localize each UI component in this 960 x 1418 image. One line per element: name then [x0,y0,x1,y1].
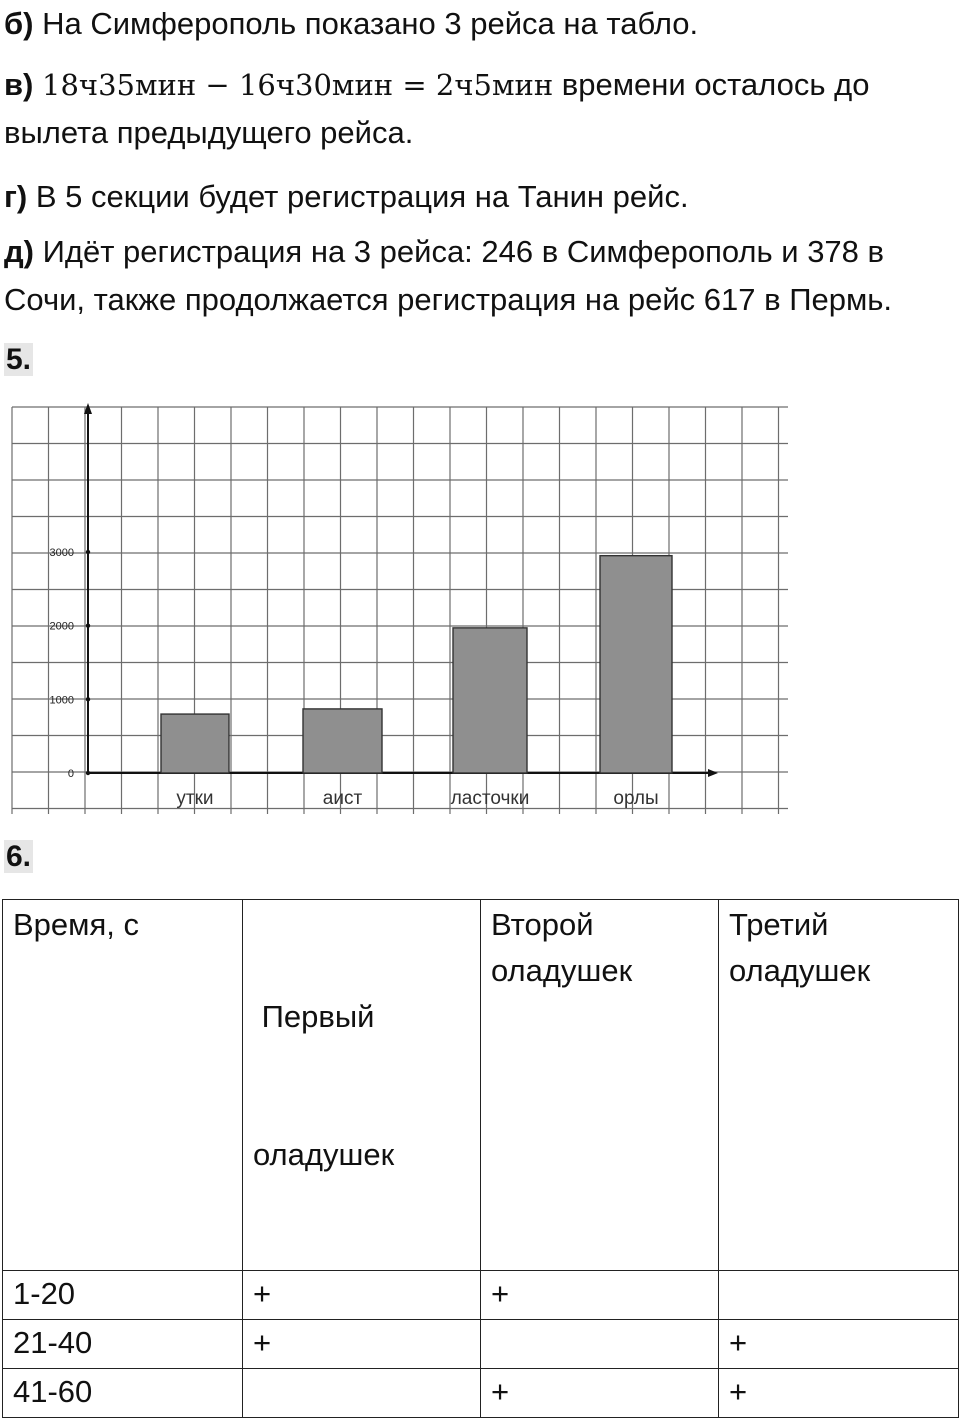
y-tick-label: 0 [67,768,74,780]
table-cell: + [243,1271,481,1320]
results-table [2,899,959,1418]
table-cell: + [481,1271,719,1320]
section-6-title: 6. [6,840,32,873]
table-header-row [3,900,959,1271]
answer-v-formula: 18ч35мин − 16ч30мин = 2ч5мин [42,68,554,102]
header-third [719,900,959,1271]
y-tick-mark [86,550,90,554]
bar-chart [8,402,788,816]
answer-b [4,4,698,44]
answer-b-label: б) [4,6,34,41]
answer-g-label: г) [4,179,28,214]
y-tick-mark [86,623,90,627]
answer-b-text: На Симферополь показано 3 рейса на табло. [42,6,699,41]
table-cell: + [719,1320,959,1369]
bar-0 [161,714,229,773]
answer-v-label: в) [4,67,34,102]
y-tick-label: 3000 [49,547,74,559]
table-cell [243,1369,481,1418]
table-cell: + [481,1369,719,1418]
section-5-title: 5. [6,343,32,376]
header-first-line2: оладушек [253,1137,395,1172]
section-5-heading [4,343,33,377]
bar-3 [600,556,672,773]
x-category-label: ласточки [450,788,530,809]
y-tick-mark [86,771,90,775]
table-cell: 21-40 [3,1320,243,1369]
header-time [3,900,243,1271]
table-row [3,1271,959,1320]
x-category-label: утки [176,788,214,809]
answer-v [4,65,869,105]
y-tick-label: 2000 [49,620,74,633]
x-category-label: орлы [613,788,659,809]
table-cell: + [243,1320,481,1369]
answer-v-text: времени осталось до [561,67,870,102]
table-cell: 41-60 [3,1369,243,1418]
x-category-label: аист [322,788,363,809]
table-cell: + [719,1369,959,1418]
header-first-line1: Первый [253,999,375,1034]
answer-v-line2: вылета предыдущего рейса. [4,115,414,150]
table-row [3,1320,959,1369]
table-cell [719,1271,959,1320]
bar-2 [453,628,527,773]
answer-d-label: д) [4,234,35,269]
table-row [3,1369,959,1418]
table-cell: 1-20 [3,1271,243,1320]
header-second-line1: Второй [491,907,594,942]
answer-g-text: В 5 секции будет регистрация на Танин рейс. [35,179,689,214]
header-second-line2: оладушек [491,953,633,988]
section-6-heading [4,840,33,874]
header-third-line2: оладушек [729,953,871,988]
header-third-line1: Третий [729,907,829,942]
bar-1 [303,709,382,773]
header-first [243,900,481,1271]
table-cell [481,1320,719,1369]
answer-d-text: Идёт регистрация на 3 рейса: 246 в Симферополь и 378 в [42,234,884,269]
answer-g [4,177,689,217]
answer-d-line2: Сочи, также продолжается регистрация на рейс 617 в Пермь. [4,282,893,317]
y-tick-mark [86,697,90,701]
y-tick-label: 1000 [49,694,74,707]
answer-d [4,232,884,272]
header-second [481,900,719,1271]
header-time-line1: Время, с [13,907,139,942]
